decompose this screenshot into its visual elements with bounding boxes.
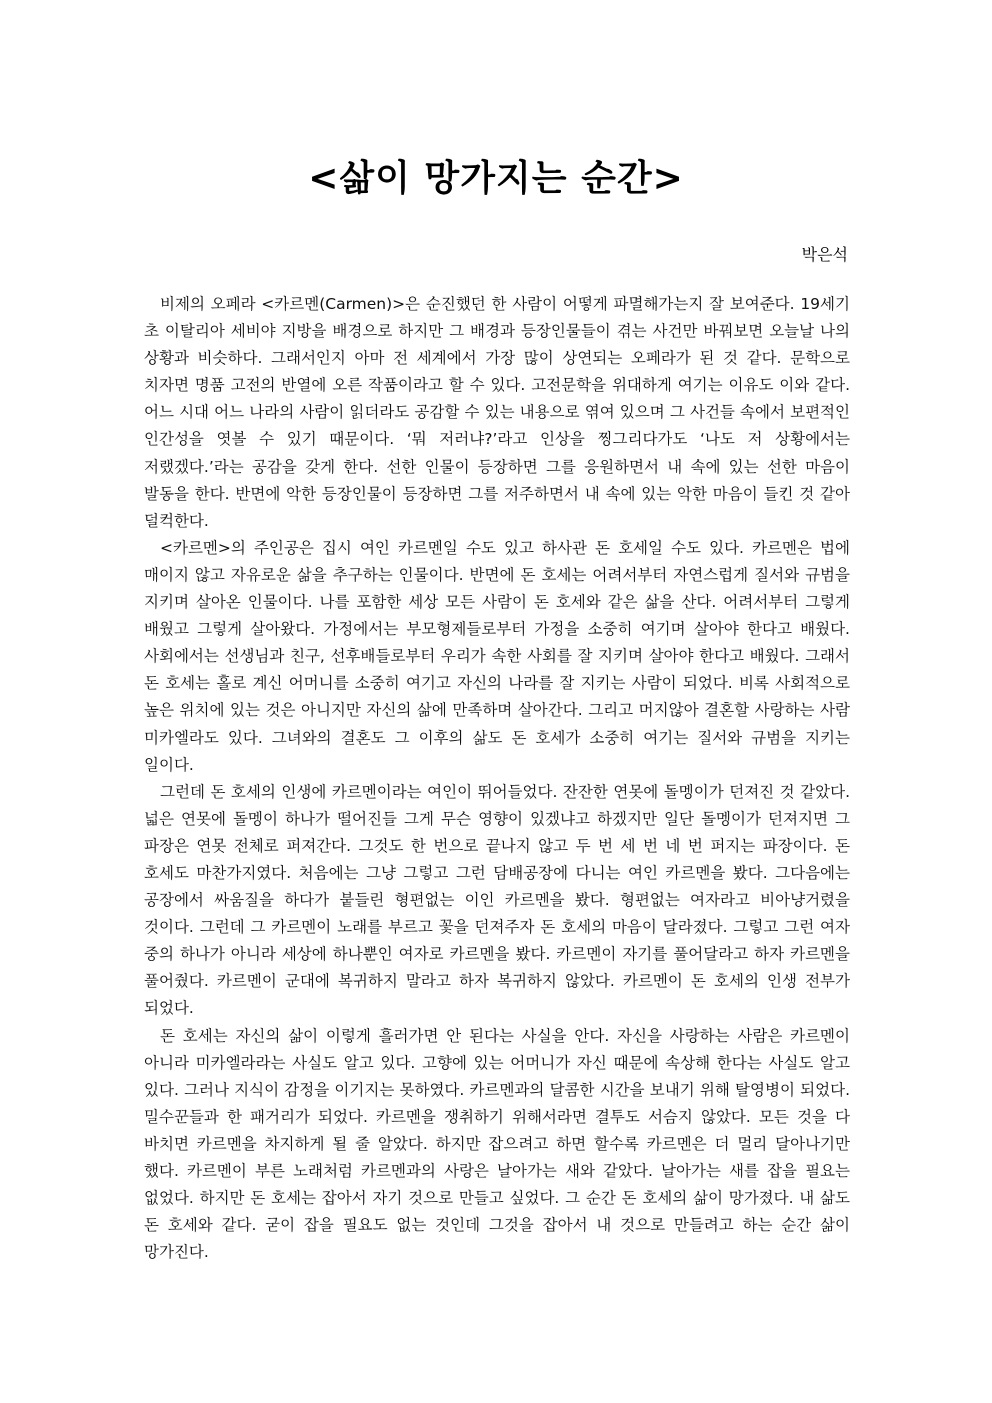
paragraph: <카르멘>의 주인공은 집시 여인 카르멘일 수도 있고 하사관 돈 호세일 수도 있다. 카르멘은 법에 매이지 않고 자유로운 삶을 추구하는 인물이다. 반면에 돈 호세는 어려서부터 자연스럽게 질서와 규범을 지키며 살아온 인물이다. 나를 포함한 세상 모든 사람이 돈 호세와 같은 삶을 산다. 어려서부터 그렇게 배웠고 그렇게 살아왔다. 가정에서는 부모형제들로부터 가정을 소중히 여기며 살아야 한다고 배웠다. 사회에서는 선생님과 친구, 선후배들로부터 우리가 속한 사회를 잘 지키며 살아야 한다고 배웠다. 그래서 돈 호세는 홀로 계신 어머니를 소중히 여기고 자신의 나라를 잘 지키는 사람이 되었다. 비록 사회적으로 높은 위치에 있는 것은 아니지만 자신의 삶에 만족하며 살아간다. 그리고 머지않아 결혼할 사랑하는 사람 미카엘라도 있다. 그녀와의 결혼도 그 이후의 삶도 돈 호세가 소중히 여기는 질서와 규범을 지키는 일이다. xyxy=(144,538,850,774)
author-name: 박은석 xyxy=(801,245,848,264)
paragraph: 돈 호세는 자신의 삶이 이렇게 흘러가면 안 된다는 사실을 안다. 자신을 사랑하는 사람은 카르멘이 아니라 미카엘라라는 사실도 알고 있다. 고향에 있는 어머니가 자신 때문에 속상해 한다는 사실도 알고 있다. 그러나 지식이 감정을 이기지는 못하였다. 카르멘과의 달콤한 시간을 보내기 위해 탈영병이 되었다. 밀수꾼들과 한 패거리가 되었다. 카르멘을 쟁취하기 위해서라면 결투도 서슴지 않았다. 모든 것을 다 바치면 카르멘을 차지하게 될 줄 알았다. 하지만 잡으려고 하면 할수록 카르멘은 더 멀리 달아나기만 했다. 카르멘이 부른 노래처럼 카르멘과의 사랑은 날아가는 새와 같았다. 날아가는 새를 잡을 필요는 없었다. 하지만 돈 호세는 잡아서 자기 것으로 만들고 싶었다. 그 순간 돈 호세의 삶이 망가졌다. 내 삶도 돈 호세와 같다. 굳이 잡을 필요도 없는 것인데 그것을 잡아서 내 것으로 만들려고 하는 순간 삶이 망가진다. xyxy=(144,1026,850,1262)
document-title: <삶이 망가지는 순간> xyxy=(308,158,684,199)
paragraph: 그런데 돈 호세의 인생에 카르멘이라는 여인이 뛰어들었다. 잔잔한 연못에 돌멩이가 던져진 것 같았다. 넓은 연못에 돌멩이 하나가 떨어진들 그게 무슨 영향이 있겠냐고 하겠지만 일단 돌멩이가 던져지면 그 파장은 연못 전체로 퍼져간다. 그것도 한 번으로 끝나지 않고 두 번 세 번 네 번 퍼지는 파장이다. 돈 호세도 마찬가지였다. 처음에는 그냥 그렇고 그런 담배공장에 다니는 여인 카르멘을 봤다. 그다음에는 공장에서 싸움질을 하다가 붙들린 형편없는 이인 카르멘을 봤다. 형편없는 여자라고 비아냥거렸을 것이다. 그런데 그 카르멘이 노래를 부르고 꽃을 던져주자 돈 호세의 마음이 달라졌다. 그렇고 그런 여자 중의 하나가 아니라 세상에 하나뿐인 여자로 카르멘을 봤다. 카르멘이 자기를 풀어달라고 하자 카르멘을 풀어줬다. 카르멘이 군대에 복귀하지 말라고 하자 복귀하지 않았다. 카르멘이 돈 호세의 인생 전부가 되었다. xyxy=(144,782,850,1018)
essay-body xyxy=(144,291,850,1266)
paragraph: 비제의 오페라 <카르멘(Carmen)>은 순진했던 한 사람이 어떻게 파멸해가는지 잘 보여준다. 19세기 초 이탈리아 세비야 지방을 배경으로 하지만 그 배경과 등장인물들이 겪는 사건만 바꿔보면 오늘날 나의 상황과 비슷하다. 그래서인지 아마 전 세계에서 가장 많이 상연되는 오페라가 된 것 같다. 문학으로 치자면 명품 고전의 반열에 오른 작품이라고 할 수 있다. 고전문학을 위대하게 여기는 이유도 이와 같다. 어느 시대 어느 나라의 사람이 읽더라도 공감할 수 있는 내용으로 엮여 있으며 그 사건들 속에서 보편적인 인간성을 엿볼 수 있기 때문이다. ‘뭐 저러냐?’라고 인상을 찡그리다가도 ‘나도 저 상황에서는 저랬겠다.’라는 공감을 갖게 한다. 선한 인물이 등장하면 그를 응원하면서 내 속에 있는 선한 마음이 발동을 한다. 반면에 악한 등장인물이 등장하면 그를 저주하면서 내 속에 있는 악한 마음이 들킨 것 같아 덜컥한다. xyxy=(144,295,850,530)
